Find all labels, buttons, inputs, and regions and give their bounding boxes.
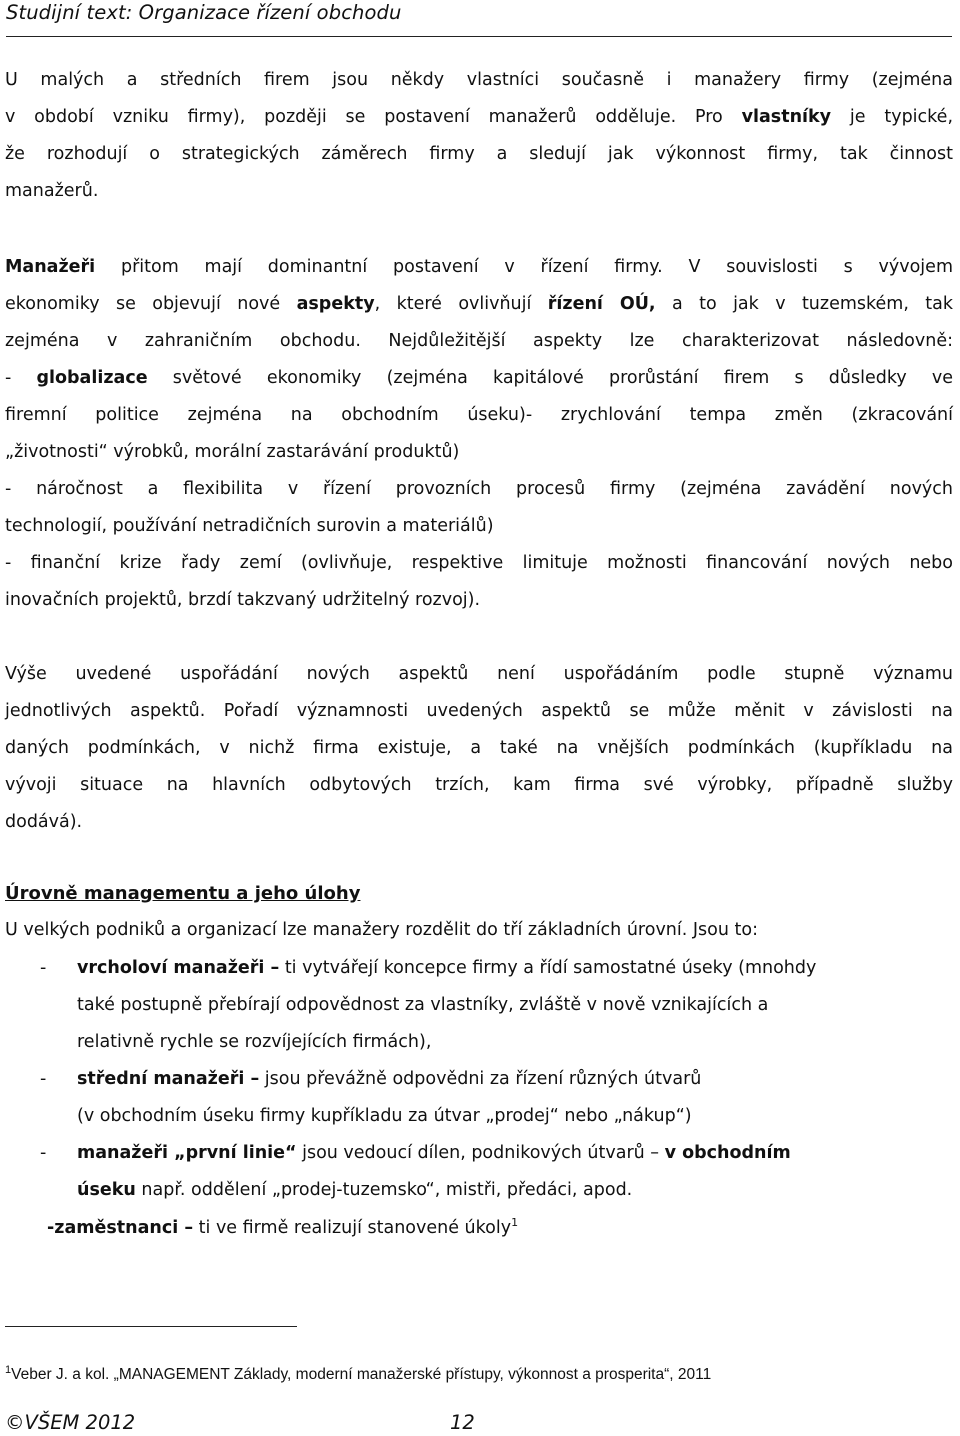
paragraph-order-line3: daných podmínkách, v nichž firma existuje, a také na vnějších podmínkách (kupříkladu na — [5, 738, 953, 758]
aspect-globalization-line1: - globalizace světové ekonomiky (zejména kapitálové prorůstání firem s důsledky ve — [5, 368, 953, 388]
list-item-top-managers-cont1: také postupně přebírají odpovědnost za vlastníky, zvláště v nově vznikajících a — [77, 995, 769, 1015]
footnote-separator — [5, 1326, 297, 1327]
paragraph-owners-line4: manažerů. — [5, 181, 99, 201]
footnote-reference: 1 — [511, 1216, 519, 1229]
aspect-crisis-line2: inovačních projektů, brzdí takzvaný udržitelný rozvoj). — [5, 590, 481, 610]
aspect-flexibility-line1: - náročnost a flexibilita v řízení provozních procesů firmy (zejména zavádění nových — [5, 479, 953, 499]
list-dash: - — [40, 958, 47, 978]
footnote-text: Veber J. a kol. „MANAGEMENT Základy, moderní manažerské přístupy, výkonnost a prosperita“, 2011 — [11, 1366, 712, 1384]
paragraph-order-line1: Výše uvedené uspořádání nových aspektů není uspořádáním podle stupně významu — [5, 664, 953, 684]
list-item-top-managers-cont2: relativně rychle se rozvíjejících firmách), — [77, 1032, 432, 1052]
list-item-first-line-managers-cont: úseku např. oddělení „prodej-tuzemsko“, mistři, předáci, apod. — [77, 1180, 633, 1200]
paragraph-order-line2: jednotlivých aspektů. Pořadí významnosti uvedených aspektů se může měnit v závislosti na — [5, 701, 953, 721]
list-item-first-line-managers: manažeři „první linie“ jsou vedoucí dílen, podnikových útvarů – v obchodním — [77, 1143, 791, 1163]
section-heading: Úrovně managementu a jeho úlohy — [5, 883, 361, 904]
paragraph-managers-line1: Manažeři přitom mají dominantní postavení v řízení firmy. V souvislosti s vývojem — [5, 257, 953, 277]
list-dash: - — [40, 1143, 47, 1163]
list-item-middle-managers: střední manažeři – jsou převážně odpovědni za řízení různých útvarů — [77, 1069, 702, 1089]
footnote-mark: 1 — [5, 1364, 12, 1376]
running-header — [6, 0, 952, 37]
paragraph-order-line5: dodává). — [5, 812, 83, 832]
section-intro: U velkých podniků a organizací lze manažery rozdělit do tří základních úrovní. Jsou to: — [5, 920, 758, 940]
list-item-employees: -zaměstnanci – ti ve firmě realizují stanovené úkoly$^1$ — [47, 1216, 519, 1238]
list-item-middle-managers-cont: (v obchodním úseku firmy kupříkladu za útvar „prodej“ nebo „nákup“) — [77, 1106, 692, 1126]
footer-copyright: ©VŠEM 2012 — [5, 1411, 136, 1434]
page-number: 12 — [450, 1411, 475, 1434]
paragraph-managers-line2: ekonomiky se objevují nové aspekty, které ovlivňují řízení OÚ, a to jak v tuzemském, tak — [5, 294, 954, 314]
paragraph-owners-line1: U malých a středních firem jsou někdy vlastníci současně i manažery firmy (zejména — [5, 70, 953, 90]
aspect-flexibility-line2: technologií, používání netradičních surovin a materiálů) — [5, 516, 494, 536]
list-dash: - — [40, 1069, 47, 1089]
footnote — [5, 1364, 711, 1384]
aspect-globalization-line3: „životnosti“ výrobků, morální zastarávání produktů) — [5, 442, 460, 462]
aspect-crisis-line1: - finanční krize řady zemí (ovlivňuje, respektive limituje možnosti financování nových nebo — [5, 553, 953, 573]
paragraph-order-line4: vývoji situace na hlavních odbytových trzích, kam firma své výrobky, případně služby — [5, 775, 953, 795]
aspect-globalization-line2: firemní politice zejména na obchodním úseku)- zrychlování tempa změn (zkracování — [5, 405, 953, 425]
paragraph-owners-line3: že rozhodují o strategických záměrech firmy a sledují jak výkonnost firmy, tak činnost — [5, 144, 953, 164]
header-title: Studijní text: Organizace řízení obchodu — [6, 1, 402, 24]
list-item-top-managers: vrcholoví manažeři – ti vytvářejí koncepce firmy a řídí samostatné úseky (mnohdy — [77, 958, 817, 978]
paragraph-owners-line2: v období vzniku firmy), později se postavení manažerů odděluje. Pro vlastníky je typické, — [5, 107, 954, 127]
paragraph-managers-line3: zejména v zahraničním obchodu. Nejdůležitější aspekty lze charakterizovat následovně: — [5, 331, 953, 351]
